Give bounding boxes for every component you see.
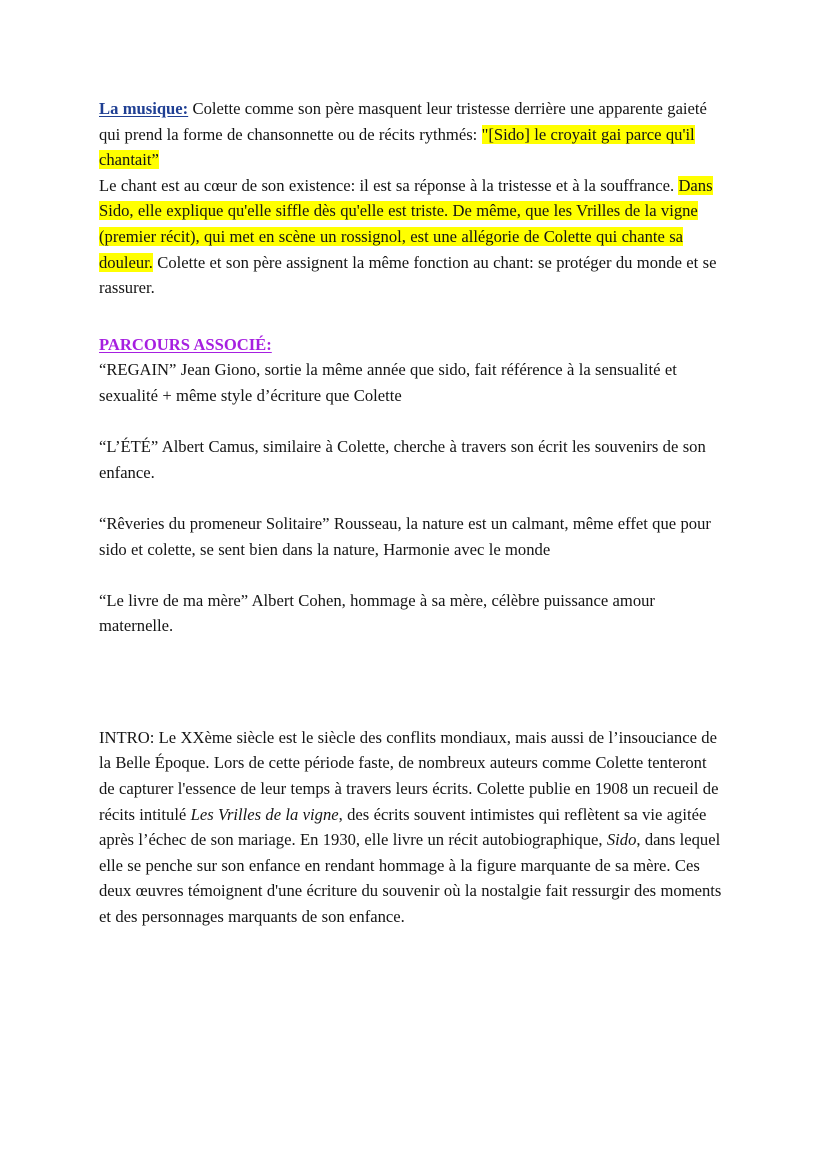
- parcours-entry-livre-de-ma-mere: “Le livre de ma mère” Albert Cohen, hommage à sa mère, célèbre puissance amour maternelle.: [99, 590, 655, 636]
- chant-text-before-highlight: Le chant est au cœur de son existence: il est sa réponse à la tristesse et à la souffrance.: [99, 175, 679, 195]
- spacer-before-intro: [99, 639, 725, 725]
- heading-la-musique: La musique:: [99, 99, 189, 118]
- heading-parcours-associe: PARCOURS ASSOCIÉ:: [99, 334, 272, 354]
- highlight-sido-quote: "[Sido] le croyait gai parce qu'il chantait”: [99, 124, 695, 170]
- book-title-sido: Sido: [606, 830, 637, 850]
- highlight-dans-sido: Dans Sido, elle explique qu'elle siffle dès qu'elle est triste. De même, que les Vrilles de la vigne (premier récit), qui met en scène un rossignol, est une allégorie de Colette qui chante sa douleur.: [99, 175, 713, 272]
- paragraph-intro: [99, 725, 725, 930]
- spacer-parcours-2: [99, 485, 725, 511]
- spacer-parcours-3: [99, 562, 725, 588]
- book-title-vrilles: Les Vrilles de la vigne: [190, 804, 339, 824]
- intro-text-part2: , des écrits souvent intimistes qui reflètent sa vie agitée après l’échec de son mariage. En 1930, elle livre un récit autobiographique,: [99, 804, 707, 850]
- paragraph-la-musique-1: [99, 96, 725, 173]
- chant-text-after-highlight: Colette et son père assignent la même fonction au chant: se protéger du monde et se rassurer.: [99, 252, 717, 298]
- intro-text-part1: INTRO: Le XXème siècle est le siècle des conflits mondiaux, mais aussi de l’insouciance de la Belle Époque. Lors de cette période faste, de nombreux auteurs comme Colette tenteront de capturer l'essence de leur temps à travers leurs écrits. Colette publie en 1908 un recueil de récits intitulé: [99, 727, 719, 824]
- spacer-before-parcours: [99, 301, 725, 332]
- paragraph-la-musique-2: [99, 173, 725, 301]
- la-musique-text-before-highlight: Colette comme son père masquent leur tristesse derrière une apparente gaieté qui prend la forme de chansonnette ou de récits rythmés:: [99, 99, 707, 144]
- parcours-entry-reveries: “Rêveries du promeneur Solitaire” Rousseau, la nature est un calmant, même effet que pour sido et colette, se sent bien dans la nature, Harmonie avec le monde: [99, 513, 711, 559]
- document-body: [99, 96, 725, 930]
- spacer-parcours-1: [99, 409, 725, 435]
- heading-parcours-associe-line: [99, 332, 725, 358]
- intro-text-part3: , dans lequel elle se penche sur son enfance en rendant hommage à la figure marquante de sa mère. Ces deux œuvres témoignent d'une écriture du souvenir où la nostalgie fait ressurgir des moments et des personnages marquants de son enfance.: [99, 830, 722, 927]
- parcours-entry-regain: “REGAIN” Jean Giono, sortie la même année que sido, fait référence à la sensualité et sexualité + même style d’écriture que Colette: [99, 360, 677, 405]
- parcours-entry-lete: “L’ÉTÉ” Albert Camus, similaire à Colette, cherche à travers son écrit les souvenirs de son enfance.: [99, 437, 706, 482]
